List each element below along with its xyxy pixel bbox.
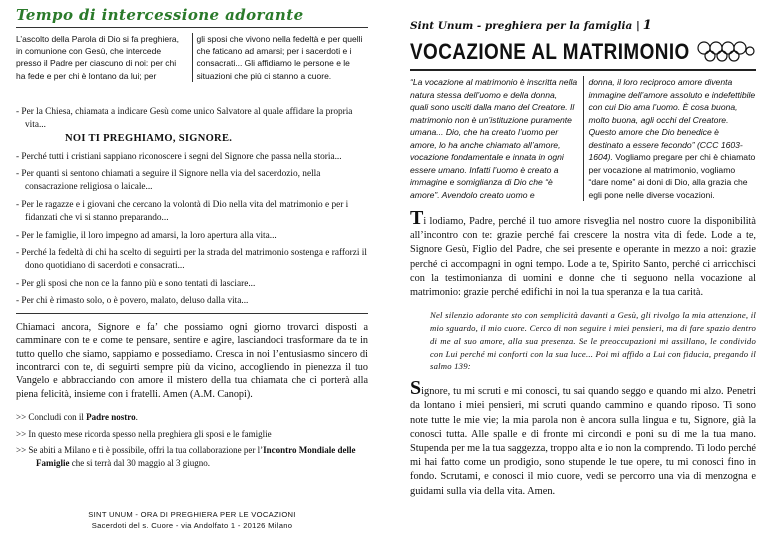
title-divider xyxy=(410,69,756,71)
psalm-text: ignore, tu mi scruti e mi conosci, tu sai quando seggo e quando mi alzo. Penetri da lontano i miei pensieri, mi scruti quando cammino e quando riposo. Ti sono note tutte le mie vie; la mia parola non è ancora sulla lingua e tu, Signore, già la conosci tutta. Alle spalle e di fronte mi circondi e poni su di me la tua mano. Stupenda per me la tua saggezza, troppo alta e io non la comprendo. Ti lodo perché mi hai fatto come un prodigio, sono stupende le tue opere, tu mi conosci fino in fondo. Scrutami, e conosci il mio cuore, vedi se percorro una via di menzogna e guidami sulla via della vita. Amen. xyxy=(410,386,756,497)
praise-text: i lodiamo, Padre, perché il tuo amore risveglia nel nostro cuore la disponibilità all’incontro con te: grazie perché fai crescere la nostra vita di fede. Lode a te, Signore Gesù, Figlio del Padre, che sei presente e operante in mezzo a noi: grazie perché ci accompagni in ogni tempo. Lode a te, Spirito Santo, perché ci arricchisci con la testimonianza di uomini e donne che ti seguono nella vocazione al matrimonio: grazie perché edifichi in noi la tua speranza e la tua carità. xyxy=(410,216,756,299)
intercession-item: - Perché tutti i cristiani sappiano riconoscere i segni del Signore che passa nella storia... xyxy=(16,151,342,162)
page-number: 1 xyxy=(642,18,652,33)
quote-upright: Vogliamo pregare per chi è chiamato per vocazione al matrimonio, vogliamo “dare nome” ai doni di Dio, alla grazia che egli pone nelle diverse vocazioni. xyxy=(588,152,756,200)
note-marker: >> xyxy=(16,412,27,423)
note-item xyxy=(16,428,368,441)
closing-prayer: Chiamaci ancora, Signore e fa’ che possiamo ogni giorno trovarci disposti a camminare con te e come te pensare, sentire e agire, lasciandoci trasformare da te in tutto quello che siamo, sappiamo e possediamo. Cresca in noi l’entusiasmo sincero di incontrarci con te, di seguirti sempre più da vicino, accogliendo in pienezza il tuo Vangelo e abbracciando con amore il mistero della tua chiamata che ci porterà alla piena felicità, insieme con i fratelli. Amen (A.M. Canopi). xyxy=(16,321,368,400)
catechism-quote xyxy=(410,76,756,201)
note-bold: Incontro Mondiale delle Famiglie xyxy=(36,445,356,469)
right-page xyxy=(410,0,756,543)
quote-italic: donna, il loro reciproco amore diventa immagine dell’amore assoluto e indefettibile con cui Dio ama l’uomo. È cosa buona, molto buona, agli occhi del Creatore. Questo amore che Dio benedice è destinato a essere fecondo” (CCC 1603-1604). xyxy=(588,77,756,162)
psalm-139 xyxy=(410,377,756,499)
intro-column-left: L’ascolto della Parola di Dio si fa preghiera, in comunione con Gesù, che intercede presso il Padre per ciascuno di noi: per chi ha fede e per chi è lontano da lui; per xyxy=(16,34,180,81)
intro-column-right: gli sposi che vivono nella fedeltà e per quelli che faticano ad amarsi; per i sacerdoti e i consacrati... Gli affidiamo le persone e le situazioni che più ci stanno a cuore. xyxy=(192,33,369,82)
intercession-item: - Perché la fedeltà di chi ha scelto di seguirti per la strada del matrimonio sostenga e rafforzi il dono quotidiano di sacerdoti e consacrati... xyxy=(16,248,367,272)
intercession-item: - Per gli sposi che non ce la fanno più e sono tentati di lasciare... xyxy=(16,278,256,289)
section-header: Tempo di intercessione adorante xyxy=(16,6,304,24)
intercession-item: - Per chi è rimasto solo, o è povero, malato, deluso dalla vita... xyxy=(16,296,249,307)
running-head-title: Sint Unum - preghiera per la famiglia | xyxy=(410,19,640,32)
drop-cap: T xyxy=(410,207,424,229)
notes xyxy=(16,411,368,469)
left-page xyxy=(16,0,368,543)
page-title: VOCAZIONE AL MATRIMONIO xyxy=(410,39,690,64)
response-text: NOI TI PREGHIAMO, SIGNORE. xyxy=(65,133,233,145)
praise-prayer xyxy=(410,207,756,300)
quote-column-left: “La vocazione al matrimonio è inscritta nella natura stessa dell’uomo e della donna, quali sono usciti dalla mano del Creatore. Il matrimonio non è un’istituzione puramente umana... Dio, che ha creato l’uomo per amore, lo ha anche chiamato all’amore, vocazione fondamentale e innata in ogni essere umano. Infatti l’uomo è creato a immagine e somiglianza di Dio che “è amore”. Avendolo creato uomo e xyxy=(410,77,578,200)
note-end: . xyxy=(135,412,138,423)
note-text: In questo mese ricorda spesso nella preghiera gli sposi e le famiglie xyxy=(28,428,272,439)
intercession-text: - Per la Chiesa, chiamata a indicare Gesù come unico Salvatore al quale affidare la propria vita... xyxy=(16,106,353,131)
quote-column-right xyxy=(583,76,757,201)
intercession-item: - Per quanti si sentono chiamati a seguire il Signore nella via del sacerdozio, nella consacrazione religiosa o laicale... xyxy=(16,169,321,193)
running-head xyxy=(410,18,756,33)
intro-text xyxy=(16,33,368,82)
note-text: Se abiti a Milano e ti è possibile, offri la tua collaborazione per l’ xyxy=(28,445,264,456)
intercession-item: - Per le famiglie, il loro impegno ad amarsi, la loro apertura alla vita... xyxy=(16,230,277,241)
note-bold: Padre nostro xyxy=(86,412,136,423)
note-item xyxy=(16,444,368,469)
note-marker: >> xyxy=(16,445,27,456)
silence-meditation: Nel silenzio adorante sto con semplicità davanti a Gesù, gli rivolgo la mia attenzione, il mio sguardo, il mio cuore. Cerco di non seguire i miei pensieri, ma di fare spazio dentro di me al suo amore, alla sua presenza. Se le preoccupazioni mi assillano, le condivido con Lui perché mi conforti con la sua luce... Poi mi affido a Lui con fiducia, pregando il salmo 139: xyxy=(430,310,756,372)
note-item xyxy=(16,411,368,424)
intercession-item xyxy=(16,106,368,147)
intercession-item: - Per le ragazze e i giovani che cercano la volontà di Dio nella vita del matrimonio e per i fidanzati che vi si stanno preparando... xyxy=(16,199,349,224)
note-text: Concludi con il xyxy=(28,412,87,423)
footer-title: SINT UNUM - ORA DI PREGHIERA PER LE VOCAZIONI xyxy=(88,510,296,519)
note-marker: >> xyxy=(16,428,27,439)
footer-address: Sacerdoti del s. Cuore - via Andolfato 1 - 20126 Milano xyxy=(91,521,293,530)
header-divider xyxy=(16,27,368,28)
note-end: che si terrà dal 30 maggio al 3 giugno. xyxy=(69,458,210,469)
drop-cap: S xyxy=(410,377,422,400)
prayer-divider xyxy=(16,313,368,314)
footer xyxy=(16,509,368,531)
intercession-list xyxy=(16,106,368,309)
